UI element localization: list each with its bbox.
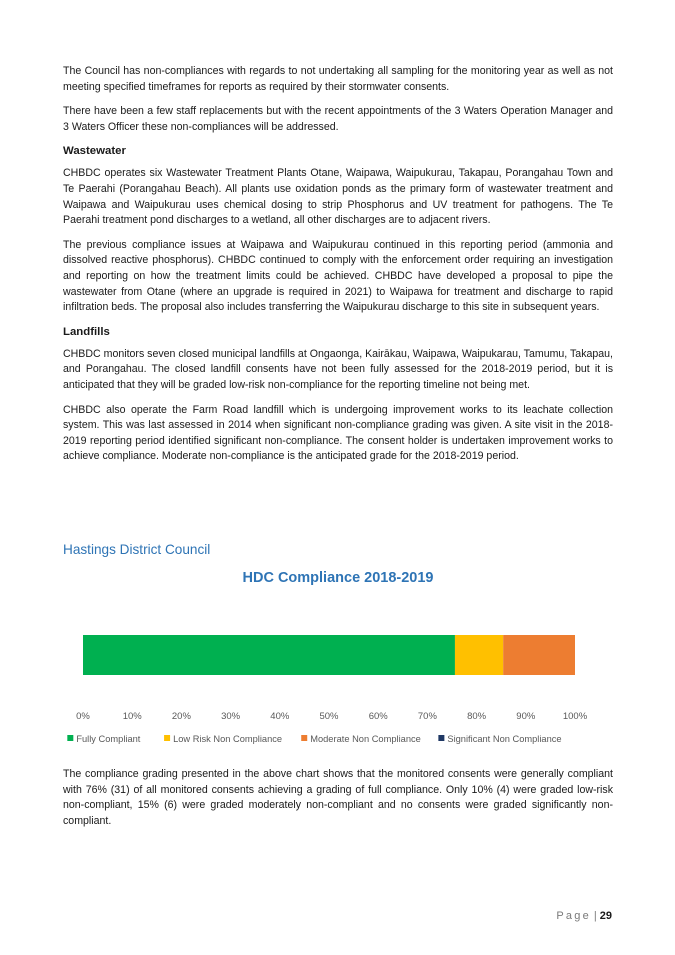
legend-swatch: [438, 735, 444, 741]
landfills-paragraph-1: CHBDC monitors seven closed municipal landfills at Ongaonga, Kairākau, Waipawa, Waipukarau, Tamumu, Takapau, and Porangahau. The closed landfill consents have not been fully assessed for the 2018-2019 period, but it is anticipated that they will be graded low-risk non-compliance for the reporting timeline not being met.: [63, 347, 613, 391]
page-number: 29: [599, 910, 612, 922]
legend-label: Fully Compliant: [76, 734, 141, 744]
landfills-heading: Landfills: [63, 325, 110, 338]
legend-swatch: [301, 735, 307, 741]
x-tick-label: 60%: [368, 711, 388, 722]
landfills-paragraph-2: CHBDC also operate the Farm Road landfill which is undergoing improvement works to its leachate collection system. This was last assessed in 2014 when significant non-compliance grading was given. A site visit in the 2018-2019 reporting period identified significant non-compliance. The consent holder is undertaken improvement works to achieve compliance. Moderate non-compliance is the anticipated grade for the 2018-2019 period.: [63, 403, 613, 463]
intro-paragraph-2: There have been a few staff replacements but with the recent appointments of the 3 Waters Operation Manager and 3 Waters Officer these non-compliances will be addressed.: [63, 105, 613, 133]
wastewater-paragraph-1: CHBDC operates six Wastewater Treatment Plants Otane, Waipawa, Waipukurau, Takapau, Porangahau Town and Te Paerahi (Porangahau Beach). All plants use oxidation ponds as the primary form of wastewater treatment and Waipawa and Waipukurau uses chemical dosing to strip Phosphorus and UV treatment for pathogens. The Te Paerahi treatment pond discharges to a wetland, all other discharges are to adjacent rivers.: [63, 167, 613, 227]
footer-page-label: Page: [556, 910, 591, 922]
wastewater-heading: Wastewater: [63, 145, 126, 158]
legend-swatch: [164, 735, 170, 741]
intro-paragraph-1: The Council has non-compliances with regards to not undertaking all sampling for the monitoring year as well as not meeting specified timeframes for reports as required by their stormwater consents.: [63, 65, 613, 93]
compliance-chart: [63, 619, 613, 749]
legend-label: Significant Non Compliance: [447, 734, 562, 744]
chart-title: HDC Compliance 2018-2019: [242, 570, 434, 586]
x-tick-label: 0%: [76, 711, 90, 722]
x-tick-label: 20%: [171, 711, 191, 722]
x-tick-label: 70%: [417, 711, 437, 722]
x-tick-label: 30%: [221, 711, 241, 722]
wastewater-paragraph-2: The previous compliance issues at Waipawa and Waipukurau continued in this reporting period (ammonia and dissolved reactive phosphorus). CHBDC continued to comply with the enforcement order requiring an investigation and reporting on how the treatment limits could be achieved. CHBDC have developed a proposal to pipe the wastewater from Otane (where an upgrade is required in 2021) to Waipawa for treatment and discharge to rapid infiltration beds. The proposal also includes transferring the Waipukurau discharge to this site in subsequent years.: [63, 238, 613, 314]
x-tick-label: 50%: [319, 711, 339, 722]
x-tick-label: 90%: [516, 711, 536, 722]
hdc-summary-paragraph: The compliance grading presented in the above chart shows that the monitored consents were generally compliant with 76% (31) of all monitored consents achieving a grading of full compliance. Only 10% (4) were graded low-risk non-compliant, 15% (6) were graded moderately non-compliant and no consents were graded significantly non-compliant.: [63, 768, 613, 827]
x-tick-label: 80%: [467, 711, 487, 722]
legend-swatch: [67, 735, 73, 741]
x-tick-label: 100%: [562, 711, 588, 722]
bar-segment-fully-compliant: [83, 635, 455, 675]
x-tick-label: 10%: [122, 711, 142, 722]
bar-segment-moderate-non-compliance: [503, 635, 575, 675]
x-tick-label: 40%: [270, 711, 290, 722]
page-content: [63, 64, 613, 827]
bar-segment-low-risk-non-compliance: [455, 635, 503, 675]
page-footer: Page | 29: [556, 910, 612, 922]
hdc-heading: Hastings District Council: [63, 542, 211, 557]
legend-label: Low Risk Non Compliance: [173, 734, 283, 744]
legend-label: Moderate Non Compliance: [310, 734, 421, 744]
